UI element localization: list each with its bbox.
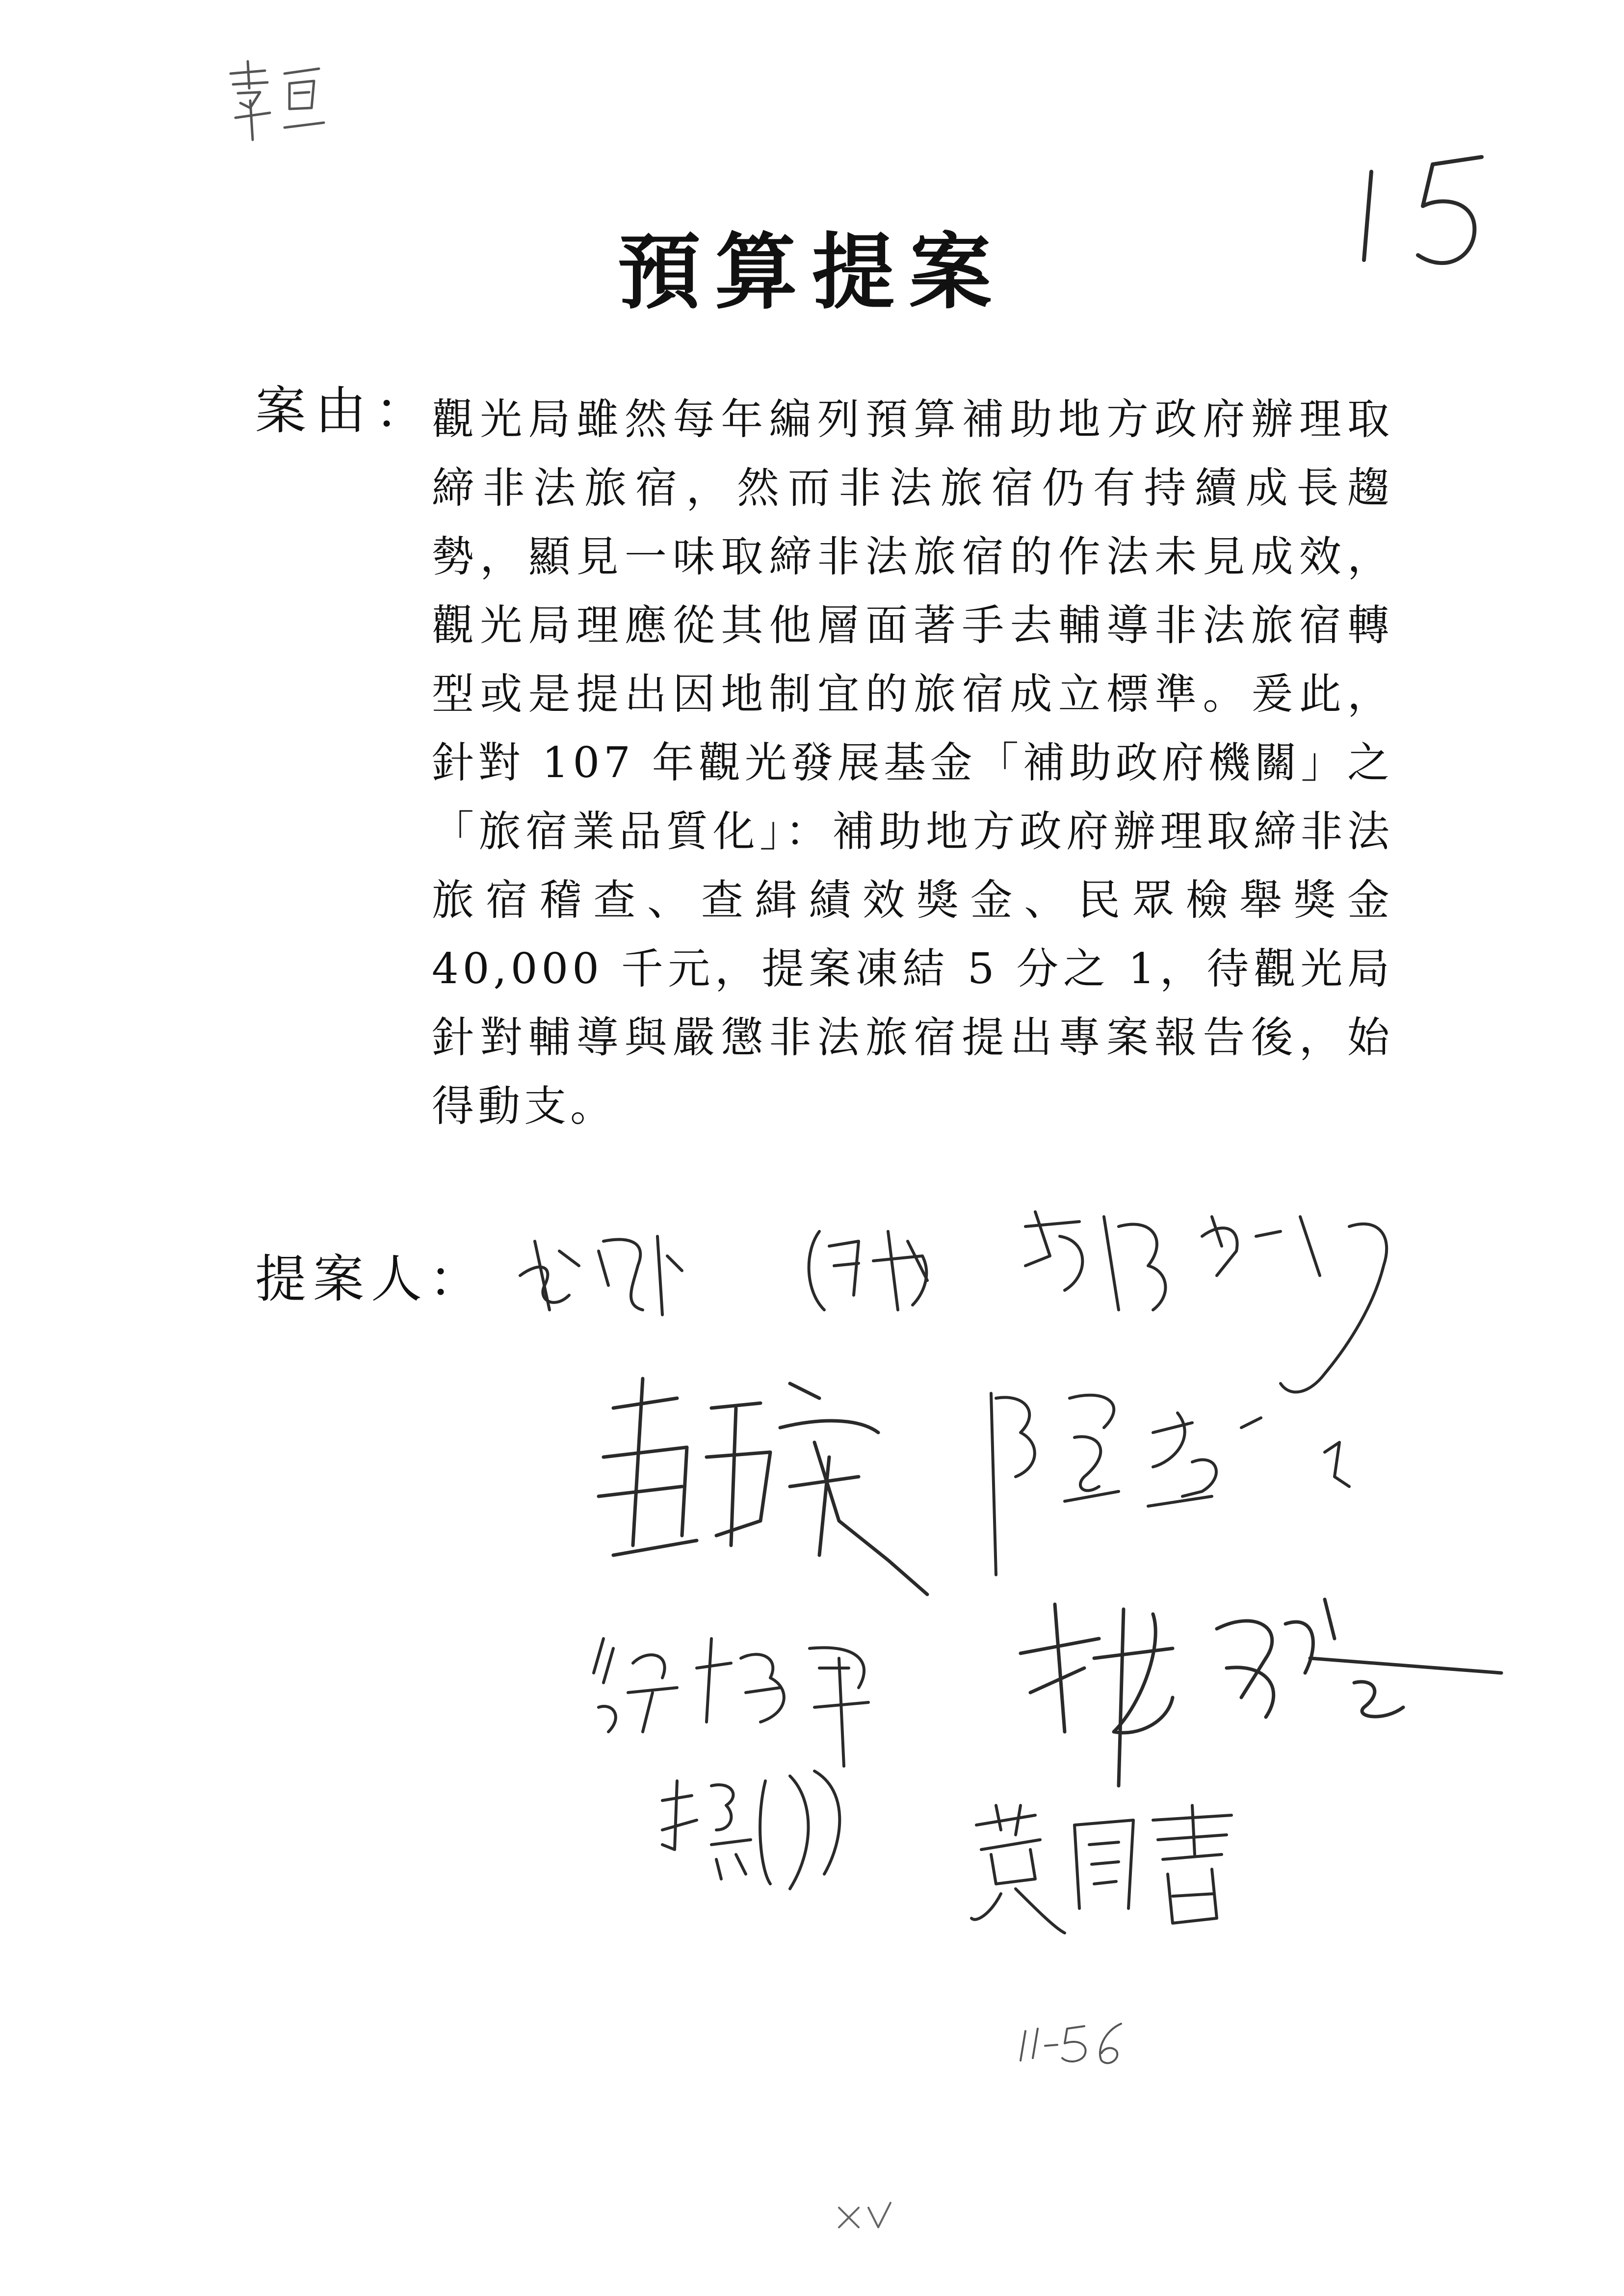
signature-8 (653, 1761, 864, 1899)
signature-4 (584, 1349, 952, 1604)
handwritten-time-stamp (1016, 2016, 1128, 2070)
signature-2 (800, 1212, 947, 1320)
signature-7 (1011, 1570, 1521, 1791)
document-title: 預算提案 (618, 223, 1006, 320)
signature-9 (967, 1796, 1261, 1938)
handwritten-bottom-mark (834, 2193, 898, 2237)
signature-3 (1006, 1197, 1408, 1408)
signature-5 (986, 1379, 1388, 1585)
signature-1 (510, 1212, 692, 1334)
signature-6 (584, 1619, 898, 1776)
reason-label: 案由： (255, 381, 435, 441)
reason-body: 觀光局雖然每年編列預算補助地方政府辦理取締非法旅宿，然而非法旅宿仍有持續成長趨勢，顯見一味取締非法旅宿的作法未見成效，觀光局理應從其他層面著手去輔導非法旅宿轉型或是提出因地制宜的旅宿成立標準。爰此，針對 107 年觀光發展基金「補助政府機關」之「旅宿業品質化」：補助地方政府辦理取締非法旅宿稽查、查緝績效獎金、民眾檢舉獎金 40,000 千元，提案凍結 5 分之 1，待觀光局針對輔導與嚴懲非法旅宿提出專案報告後，始得動支。 (432, 395, 1393, 1131)
proposer-label: 提案人： (255, 1249, 487, 1309)
handwritten-corner-note (221, 54, 334, 147)
